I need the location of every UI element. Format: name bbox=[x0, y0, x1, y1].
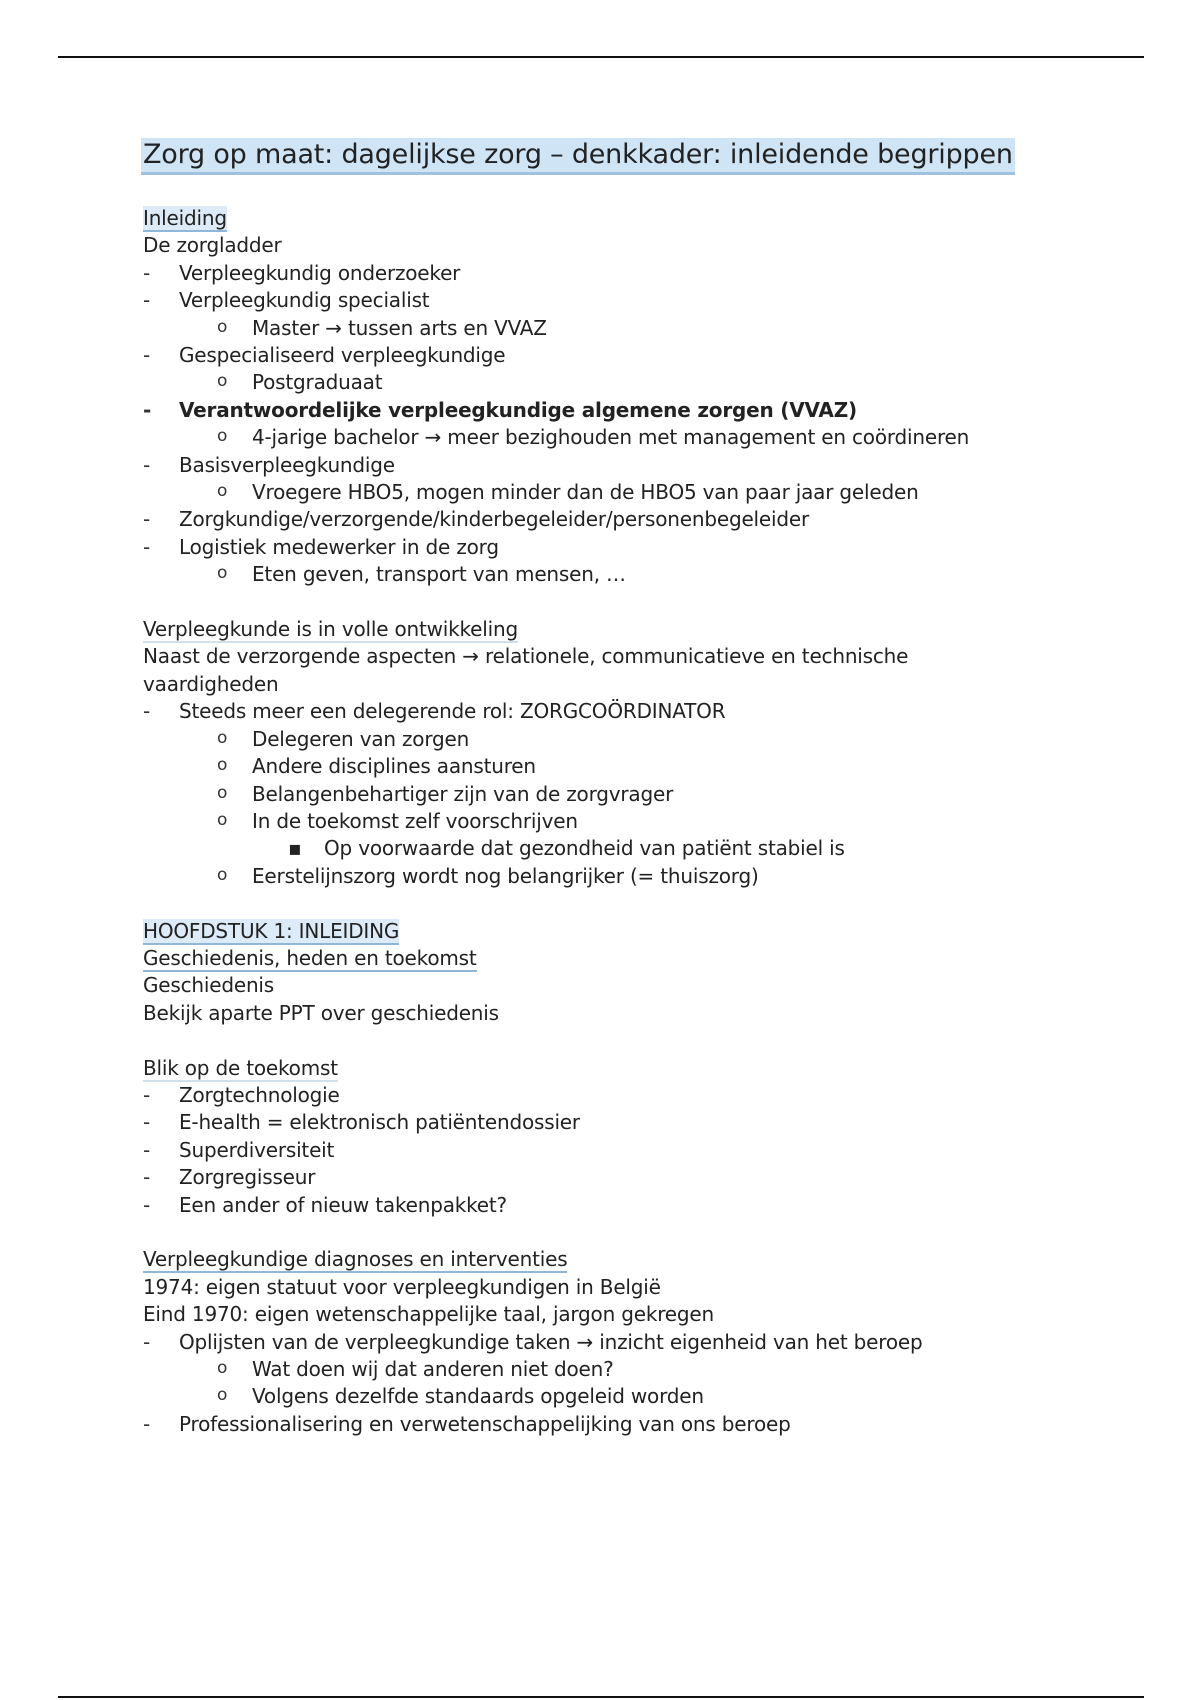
paragraph-text: Naast de verzorgende aspecten → relationele, communicatieve en technische bbox=[143, 644, 909, 669]
list-item: - Verpleegkundig onderzoeker bbox=[143, 260, 1143, 287]
list-item: - Gespecialiseerd verpleegkundige bbox=[143, 342, 1143, 369]
subheading-toekomst: Blik op de toekomst bbox=[143, 1055, 338, 1080]
list-item: - Zorgregisseur bbox=[143, 1164, 1143, 1191]
list-item: - Zorgtechnologie bbox=[143, 1082, 1143, 1109]
paragraph-text: 1974: eigen statuut voor verpleegkundigen in België bbox=[143, 1274, 661, 1299]
heading-diagnoses-interventies: Verpleegkundige diagnoses en interventies bbox=[143, 1247, 568, 1272]
bottom-rule bbox=[58, 1696, 1144, 1698]
list-item: o Master → tussen arts en VVAZ bbox=[143, 315, 1143, 342]
list-item: o Eerstelijnszorg wordt nog belangrijker (= thuiszorg) bbox=[143, 863, 1143, 890]
list-item: - Steeds meer een delegerende rol: ZORGCOÖRDINATOR bbox=[143, 698, 1143, 725]
list-item: - Professionalisering en verwetenschappelijking van ons beroep bbox=[143, 1411, 1143, 1438]
list-item: - E-health = elektronisch patiëntendossier bbox=[143, 1109, 1143, 1136]
top-rule bbox=[58, 56, 1144, 58]
document-title: Zorg op maat: dagelijkse zorg – denkkader: inleidende begrippen bbox=[141, 138, 1015, 175]
list-item: - Logistiek medewerker in de zorg bbox=[143, 534, 1143, 561]
subheading-zorgladder: De zorgladder bbox=[143, 233, 282, 258]
list-item: - Basisverpleegkundige bbox=[143, 452, 1143, 479]
document-body bbox=[143, 138, 1143, 1438]
list-item: - Verpleegkundig specialist bbox=[143, 287, 1143, 314]
list-item: o Volgens dezelfde standaards opgeleid worden bbox=[143, 1383, 1143, 1410]
list-item: o Andere disciplines aansturen bbox=[143, 753, 1143, 780]
list-item: - Zorgkundige/verzorgende/kinderbegeleider/personenbegeleider bbox=[143, 506, 1143, 533]
list-item: o Eten geven, transport van mensen, … bbox=[143, 561, 1143, 588]
list-item: o Postgraduaat bbox=[143, 369, 1143, 396]
paragraph-text: Eind 1970: eigen wetenschappelijke taal, jargon gekregen bbox=[143, 1302, 714, 1327]
list-item: o In de toekomst zelf voorschrijven bbox=[143, 808, 1143, 835]
list-item: - Superdiversiteit bbox=[143, 1137, 1143, 1164]
list-item: o Belangenbehartiger zijn van de zorgvrager bbox=[143, 781, 1143, 808]
list-item: ▪ Op voorwaarde dat gezondheid van patiënt stabiel is bbox=[143, 835, 1143, 862]
heading-geschiedenis-heden-toekomst: Geschiedenis, heden en toekomst bbox=[143, 945, 477, 970]
heading-hoofdstuk-1: HOOFDSTUK 1: INLEIDING bbox=[143, 918, 400, 943]
heading-inleiding: Inleiding bbox=[143, 206, 227, 230]
subheading-geschiedenis: Geschiedenis bbox=[143, 973, 275, 998]
list-item: o Wat doen wij dat anderen niet doen? bbox=[143, 1356, 1143, 1383]
list-item: o 4-jarige bachelor → meer bezighouden met management en coördineren bbox=[143, 424, 1143, 451]
list-item: - Oplijsten van de verpleegkundige taken → inzicht eigenheid van het beroep bbox=[143, 1329, 1143, 1356]
list-item: o Vroegere HBO5, mogen minder dan de HBO5 van paar jaar geleden bbox=[143, 479, 1143, 506]
list-item: - Een ander of nieuw takenpakket? bbox=[143, 1192, 1143, 1219]
subheading-ontwikkeling: Verpleegkunde is in volle ontwikkeling bbox=[143, 617, 518, 642]
list-item: - Verantwoordelijke verpleegkundige algemene zorgen (VVAZ) bbox=[143, 397, 1143, 424]
paragraph-text: vaardigheden bbox=[143, 671, 279, 696]
paragraph-text: Bekijk aparte PPT over geschiedenis bbox=[143, 1000, 499, 1025]
list-item: o Delegeren van zorgen bbox=[143, 726, 1143, 753]
